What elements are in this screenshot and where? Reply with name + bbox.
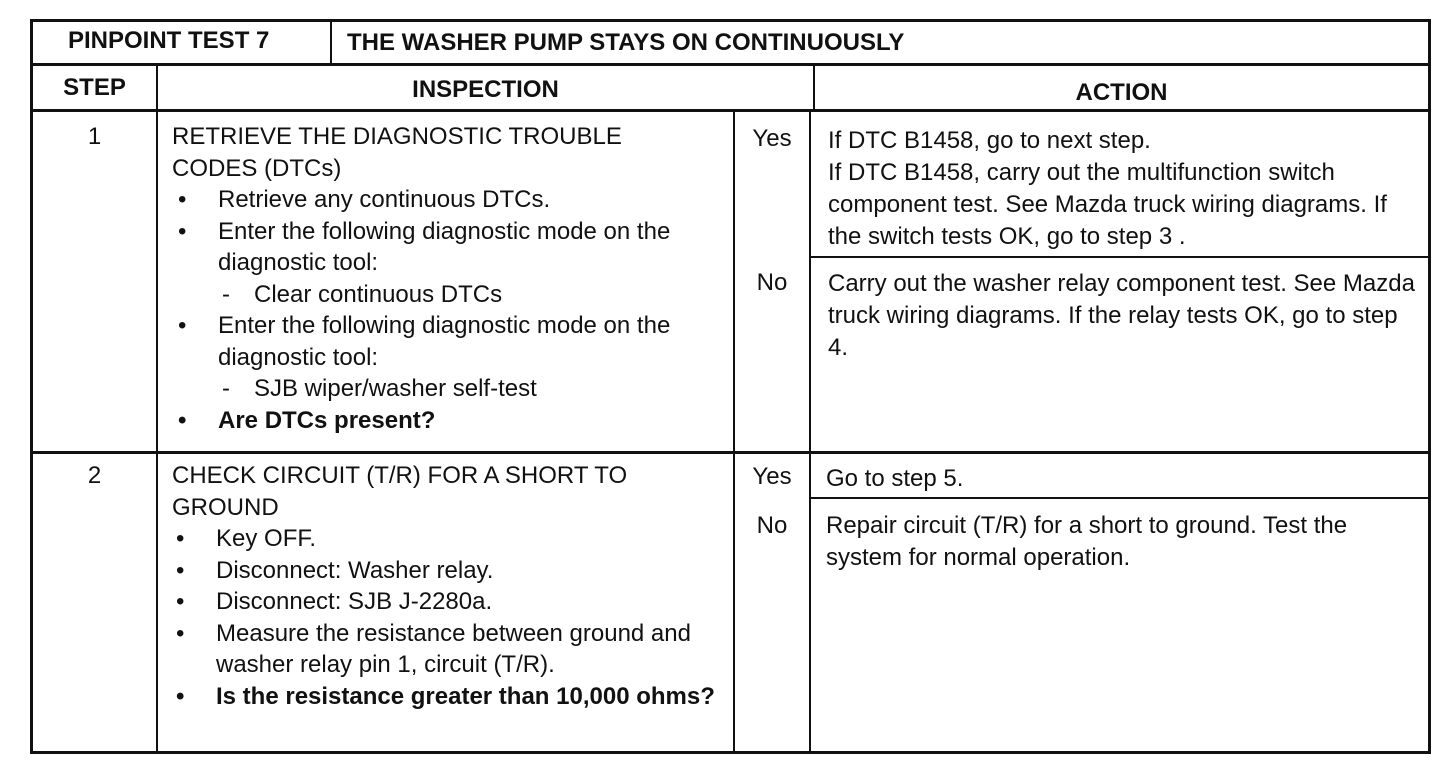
list-item: • Is the resistance greater than 10,000 ohms?	[168, 681, 722, 713]
table-border	[30, 751, 1431, 754]
list-item-text: SJB wiper/washer self-test	[254, 375, 537, 402]
table-border	[809, 497, 1431, 499]
test-title: THE WASHER PUMP STAYS ON CONTINUOUSLY	[347, 29, 905, 56]
inspection-list	[170, 184, 722, 436]
table-border	[330, 19, 332, 65]
table-border	[1428, 19, 1431, 754]
table-border	[30, 63, 1431, 66]
answer-label: Yes	[752, 463, 792, 490]
list-item: • Retrieve any continuous DTCs.	[170, 184, 722, 216]
column-header-action: ACTION	[1075, 79, 1168, 106]
action-text: Repair circuit (T/R) for a short to ground. Test the system for normal operation.	[826, 512, 1348, 571]
list-item	[170, 373, 722, 405]
column-header-step: STEP	[63, 74, 126, 101]
list-item: • Are DTCs present?	[170, 405, 722, 437]
table-border	[30, 451, 1431, 454]
answer-label: No	[756, 269, 788, 296]
inspection-heading: RETRIEVE THE DIAGNOSTIC TROUBLE CODES (DTCs)	[172, 123, 622, 182]
column-header-inspection: INSPECTION	[412, 76, 559, 103]
action-text: Carry out the washer relay component test. See Mazda truck wiring diagrams. If the relay tests OK, go to step 4.	[828, 270, 1415, 361]
table-border	[809, 256, 1431, 258]
table-border	[156, 63, 158, 754]
inspection-list	[168, 523, 722, 712]
list-item	[170, 279, 722, 311]
test-label: PINPOINT TEST 7	[68, 27, 270, 54]
step-number: 2	[87, 462, 102, 489]
list-item-text: Clear continuous DTCs	[254, 280, 503, 308]
action-text: Go to step 5.	[826, 465, 964, 492]
action-text: If DTC B1458, go to next step. If DTC B1458, carry out the multifunction switch component test. See Mazda truck wiring diagrams. If the switch tests OK, go to step 3 .	[828, 127, 1387, 250]
list-item: • Enter the following diagnostic mode on the diagnostic tool:	[170, 216, 722, 279]
step-number: 1	[87, 123, 102, 150]
answer-label: No	[756, 512, 788, 539]
list-item: • Measure the resistance between ground and washer relay pin 1, circuit (T/R).	[168, 618, 722, 681]
answer-label: Yes	[752, 125, 792, 152]
list-item: • Key OFF.	[168, 523, 722, 555]
list-item: • Disconnect: Washer relay.	[168, 555, 722, 587]
table-border	[733, 109, 735, 754]
inspection-cell	[172, 121, 722, 436]
list-item: • Disconnect: SJB J-2280a.	[168, 586, 722, 618]
list-item: • Enter the following diagnostic mode on the diagnostic tool:	[170, 310, 722, 373]
inspection-cell	[172, 460, 722, 712]
inspection-heading: CHECK CIRCUIT (T/R) FOR A SHORT TO GROUND	[172, 462, 628, 521]
table-border	[809, 109, 811, 754]
table-border	[30, 19, 1431, 22]
table-border	[30, 109, 1431, 112]
